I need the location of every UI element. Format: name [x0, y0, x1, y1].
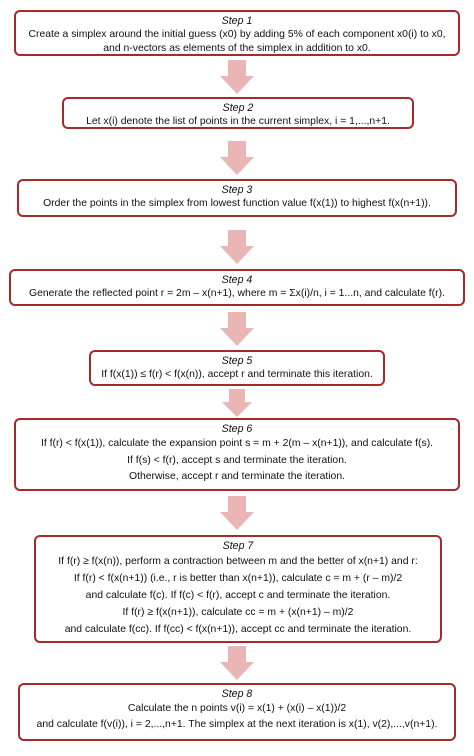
step-8-line-2: and calculate f(v(i)), i = 2,...,n+1. The simplex at the next iteration is x(1), v(2),...,v(n+1). — [36, 719, 438, 730]
step-4-title: Step 4 — [221, 274, 253, 286]
down-arrow-icon — [222, 389, 252, 417]
step-7-title: Step 7 — [222, 540, 254, 552]
step-7-box — [34, 535, 442, 643]
down-arrow-icon — [220, 312, 254, 346]
step-7-line-1: If f(r) ≥ f(x(n)), perform a contraction between m and the better of x(n+1) and r: — [58, 556, 418, 567]
step-8-title: Step 8 — [221, 688, 253, 700]
step-1-line-1: Create a simplex around the initial guess (x0) by adding 5% of each component x0(i) to x0, — [28, 29, 446, 40]
step-6-box — [14, 418, 460, 491]
step-8-line-1: Calculate the n points v(i) = x(1) + (x(i) – x(1))/2 — [127, 703, 347, 714]
down-arrow-icon — [220, 230, 254, 264]
step-6-line-3: Otherwise, accept r and terminate the iteration. — [128, 471, 345, 482]
step-3-line-1: Order the points in the simplex from lowest function value f(x(1)) to highest f(x(n+1)). — [43, 198, 431, 209]
step-7-line-5: and calculate f(cc). If f(cc) < f(x(n+1)), accept cc and terminate the iteration. — [64, 624, 412, 635]
step-1-box — [14, 10, 460, 56]
step-4-line-1: Generate the reflected point r = 2m – x(n+1), where m = Σx(i)/n, i = 1...n, and calculate f(r). — [29, 288, 445, 299]
down-arrow-icon — [220, 141, 254, 175]
down-arrow-icon — [220, 496, 254, 530]
step-3-box — [17, 179, 457, 217]
step-6-line-2: If f(s) < f(r), accept s and terminate the iteration. — [127, 455, 347, 466]
step-1-line-2: and n-vectors as elements of the simplex in addition to x0. — [103, 43, 371, 54]
step-7-line-4: If f(r) ≥ f(x(n+1)), calculate cc = m + (x(n+1) – m)/2 — [122, 607, 354, 618]
step-4-box — [9, 269, 465, 306]
step-5-title: Step 5 — [221, 355, 253, 367]
step-5-line-1: If f(x(1)) ≤ f(r) < f(x(n)), accept r and terminate this iteration. — [101, 369, 373, 380]
step-6-title: Step 6 — [221, 423, 253, 435]
step-7-line-3: and calculate f(c). If f(c) < f(r), accept c and terminate the iteration. — [85, 590, 391, 601]
down-arrow-icon — [220, 60, 254, 94]
step-8-box — [18, 683, 456, 741]
step-5-box — [89, 350, 385, 386]
step-6-line-1: If f(r) < f(x(1)), calculate the expansion point s = m + 2(m – x(n+1)), and calculate f(s). — [40, 438, 434, 449]
step-2-title: Step 2 — [222, 102, 254, 114]
step-1-title: Step 1 — [221, 15, 253, 27]
step-2-line-1: Let x(i) denote the list of points in the current simplex, i = 1,...,n+1. — [86, 116, 390, 127]
step-3-title: Step 3 — [221, 184, 253, 196]
step-2-box — [62, 97, 414, 129]
down-arrow-icon — [220, 646, 254, 680]
step-7-line-2: If f(r) < f(x(n+1)) (i.e., r is better than x(n+1)), calculate c = m + (r – m)/2 — [73, 573, 403, 584]
